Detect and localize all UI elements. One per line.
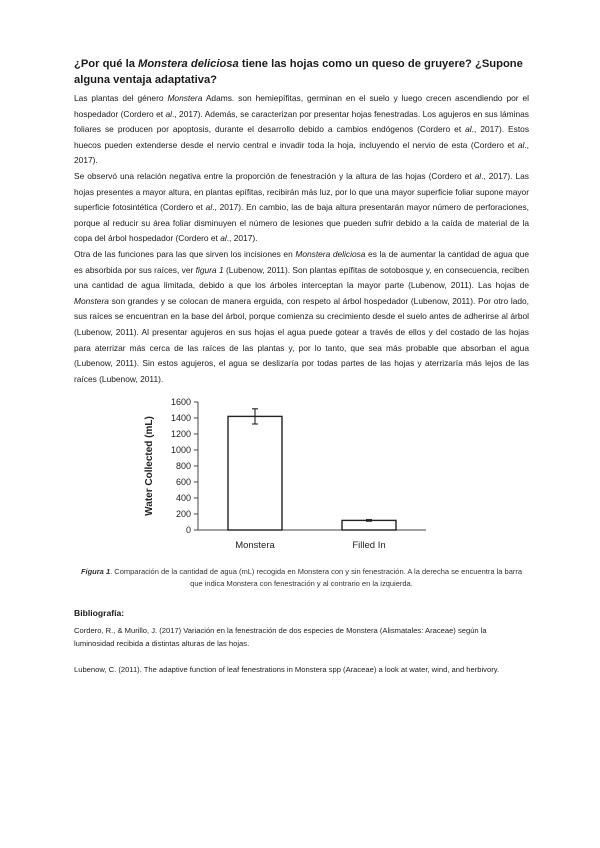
- paragraph-2: Se observó una relación negativa entre la proporción de fenestración y la altura de las hojas (Cordero et al., 2017). Las hojas presentes a mayor altura, en plantas epífitas, recibirán más luz, por lo que una mayor superficie foliar supone mayor superficie fotosintética (Cordero et al., 2017). En cambio, las de baja altura presentarán mayor número de perforaciones, porque al reducir su área foliar disminuyen el número de lesiones que pueden sufrir debido a la caída de material de la copa del árbol hospedador (Cordero et al., 2017).: [74, 170, 530, 244]
- y-tick-label: 200: [175, 509, 191, 520]
- x-tick-label: Filled In: [352, 540, 386, 552]
- y-tick-label: 1400: [170, 413, 191, 424]
- y-axis-label: Water Collected (mL): [144, 416, 155, 517]
- x-tick-label: Monstera: [235, 540, 275, 552]
- bar: [342, 521, 396, 531]
- water-collected-chart: [136, 392, 466, 564]
- paragraph-3: Otra de las funciones para las que sirven los incisiones en Monstera deliciosa es la de aumentar la cantidad de agua que es absorbida por sus raíces, ver figura 1 (Lubenow, 2011). Son plantas epífitas de sotobosque y, en consecuencia, reciben una cantidad de agua limitada, debido a que los árboles interceptan la mayor parte (Lubenow, 2011). Las hojas de Monstera son grandes y se colocan de manera erguida, con respeto al árbol hospedador (Lubenow, 2011). Por otro lado, sus raíces se encuentran en la base del árbol, porque comienza su crecimiento desde el suelo antes de adherirse al árbol (Lubenow, 2011). Al presentar agujeros en sus hojas el agua puede gotear a través de ellos y del costado de las hojas para aterrizar más cerca de las raíces de las plantas y, por lo tanto, que sea más probable que absorban el agua (Lubenow, 2011). Sin estos agujeros, el agua se deslizaría por todas partes de las hojas y aterrizaría más lejos de las raíces (Lubenow, 2011).: [74, 248, 530, 384]
- y-tick-label: 600: [175, 477, 191, 488]
- figure-1: [74, 392, 529, 564]
- caption-label: Figura 1: [80, 567, 111, 577]
- y-tick-label: 0: [185, 525, 191, 536]
- y-tick-label: 1000: [170, 445, 191, 456]
- document-title: [74, 56, 529, 88]
- bibliography-heading: Bibliografía:: [74, 608, 125, 619]
- bibliography-entry: Lubenow, C. (2011). The adaptive function of leaf fenestrations in Monstera spp (Araceae) a look at water, wind, and herbivory.: [74, 665, 500, 675]
- title-species: Monstera deliciosa: [138, 58, 239, 70]
- bar: [228, 417, 282, 531]
- y-tick-label: 800: [175, 461, 191, 472]
- figure-caption: [74, 566, 529, 590]
- y-tick-label: 400: [175, 493, 191, 504]
- title-part: ¿Por qué la: [74, 58, 139, 70]
- y-tick-label: 1600: [170, 397, 191, 408]
- title-part: tiene las hojas como un queso de gruyere? ¿Supone alguna ventaja adaptativa?: [74, 58, 523, 86]
- document-page: [74, 56, 529, 676]
- bibliography-entry: Cordero, R., & Murillo, J. (2017) Variación en la fenestración de dos especies de Monstera (Alismatales: Araceae) según la luminosidad recibida a distintas alturas de las hojas.: [74, 626, 487, 649]
- y-tick-label: 1200: [170, 429, 191, 440]
- caption-text: . Comparación de la cantidad de agua (mL) recogida en Monstera con y sin fenestración. A la derecha se encuentra la barra que indica Monstera con fenestración y al contrario en la izquierda.: [110, 567, 523, 589]
- paragraph-1: Las plantas del género Monstera Adams. son hemiepífitas, germinan en el suelo y luego crecen ascendiendo por el hospedador (Cordero et al., 2017). Además, se caracterizan por presentar hojas fenestradas. Los agujeros en sus láminas foliares se producen por apoptosis, durante el desarrollo debido a cambios endógenos (Cordero et al., 2017). Estos huecos pueden extenderse desde el nervio central e invadir toda la hoja, incluyendo el nervio de esta (Cordero et al., 2017).: [74, 93, 530, 166]
